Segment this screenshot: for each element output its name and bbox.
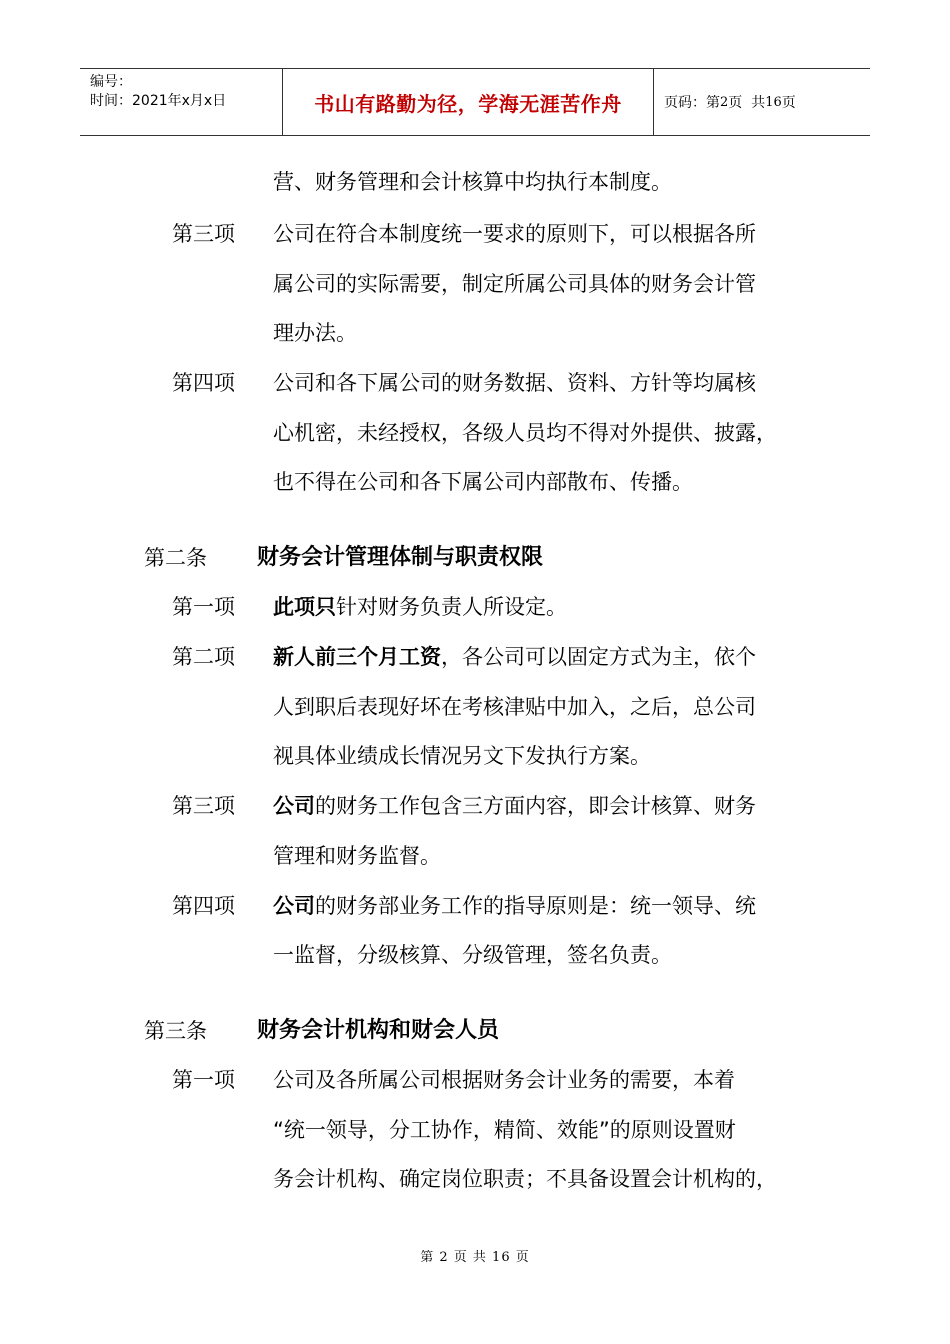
paragraph-line: 理办法。 <box>273 321 357 345</box>
emphasis-text: 新人前三个月工资 <box>273 645 441 669</box>
page-footer: 第 2 页 共 16 页 <box>420 1250 530 1265</box>
paragraph-line: 属公司的实际需要，制定所属公司具体的财务会计管 <box>273 272 756 296</box>
body-text: ，各公司可以固定方式为主，依个 <box>441 645 756 669</box>
header-meta <box>80 69 282 135</box>
header-page-indicator <box>654 69 870 135</box>
emphasis-text: 公司 <box>273 894 315 918</box>
paragraph-line: 也不得在公司和各下属公司内部散布、传播。 <box>273 470 693 494</box>
item-label: 第一项 <box>172 1068 235 1092</box>
paragraph-line: 视具体业绩成长情况另文下发执行方案。 <box>273 744 651 768</box>
paragraph-line: 公司及各所属公司根据财务会计业务的需要，本着 <box>273 1068 735 1092</box>
paragraph-line: 一监督，分级核算、分级管理，签名负责。 <box>273 943 672 967</box>
item-label: 第二项 <box>172 645 235 669</box>
paragraph-line: 人到职后表现好坏在考核津贴中加入，之后，总公司 <box>273 695 756 719</box>
emphasis-text: 此项只 <box>273 595 336 619</box>
paragraph-line: 营、财务管理和会计核算中均执行本制度。 <box>273 170 672 194</box>
paragraph-line: 心机密，未经授权，各级人员均不得对外提供、披露， <box>273 421 777 445</box>
item-label: 第四项 <box>172 894 235 918</box>
page-suffix: 页 <box>781 95 796 111</box>
document-number-label: 编号： <box>90 74 132 90</box>
body-text: 的财务部业务工作的指导原则是：统一领导、统 <box>315 894 756 918</box>
paragraph-line <box>273 792 756 820</box>
paragraph-line <box>273 593 567 621</box>
paragraph-line: 公司在符合本制度统一要求的原则下，可以根据各所 <box>273 222 756 246</box>
document-time-label: 时间：2021年x月x日 <box>90 93 227 109</box>
paragraph-line: “统一领导，分工协作，精简、效能”的原则设置财 <box>273 1118 736 1142</box>
header-motto: 书山有路勤为径，学海无涯苦作舟 <box>282 69 654 135</box>
page-mid: 页 共 <box>728 95 766 111</box>
emphasis-text: 公司 <box>273 794 315 818</box>
page-number: 2 <box>720 94 729 110</box>
section-title: 财务会计管理体制与职责权限 <box>257 545 544 570</box>
section-label: 第二条 <box>144 546 207 570</box>
body-text: 针对财务负责人所设定。 <box>336 595 567 619</box>
item-label: 第四项 <box>172 371 235 395</box>
paragraph-line: 公司和各下属公司的财务数据、资料、方针等均属核 <box>273 371 756 395</box>
page-total: 16 <box>765 94 782 110</box>
item-label: 第一项 <box>172 595 235 619</box>
page-prefix: 页码：第 <box>664 95 720 111</box>
paragraph-line: 管理和财务监督。 <box>273 844 441 868</box>
body-text: 的财务工作包含三方面内容，即会计核算、财务 <box>315 794 756 818</box>
paragraph-line <box>273 643 756 671</box>
section-title: 财务会计机构和财会人员 <box>257 1018 500 1043</box>
page-header <box>80 68 870 136</box>
paragraph-line: 务会计机构、确定岗位职责；不具备设置会计机构的， <box>273 1167 777 1191</box>
section-label: 第三条 <box>144 1019 207 1043</box>
item-label: 第三项 <box>172 794 235 818</box>
paragraph-line <box>273 892 756 920</box>
item-label: 第三项 <box>172 222 235 246</box>
